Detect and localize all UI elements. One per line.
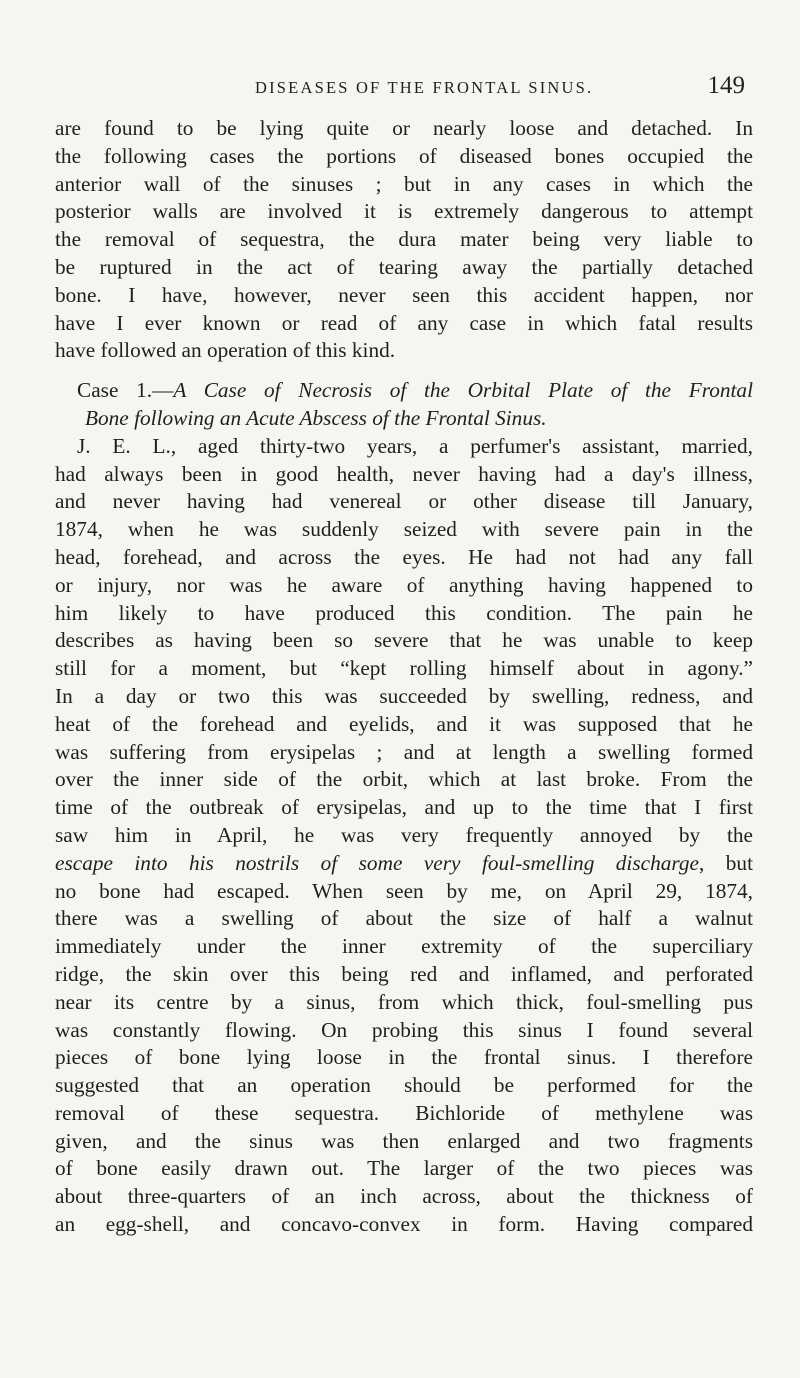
case-title-part-2: Bone following an Acute Abscess of the Frontal Sinus. <box>85 405 547 430</box>
text-line: had always been in good health, never having had a day's illness, <box>55 461 753 486</box>
text-line: heat of the forehead and eyelids, and it was supposed that he <box>55 711 753 736</box>
text-line: posterior walls are involved it is extremely dangerous to attempt <box>55 199 753 224</box>
italic-line-rest: , but <box>699 850 753 875</box>
text-line: suggested that an operation should be performed for the <box>55 1073 753 1098</box>
text-line: was constantly flowing. On probing this sinus I found several <box>55 1017 753 1042</box>
text-line: or injury, nor was he aware of anything having happened to <box>55 572 753 597</box>
text-line: head, forehead, and across the eyes. He had not had any fall <box>55 544 753 569</box>
text-line: describes as having been so severe that he was unable to keep <box>55 628 753 653</box>
text-line: 1874, when he was suddenly seized with severe pain in the <box>55 517 753 542</box>
text-line: bone. I have, however, never seen this accident happen, nor <box>55 282 753 307</box>
running-head: DISEASES OF THE FRONTAL SINUS. <box>255 78 594 97</box>
text-line: was suffering from erysipelas ; and at length a swelling formed <box>55 739 753 764</box>
text-line: are found to be lying quite or nearly loose and detached. In <box>55 116 753 140</box>
text-line: removal of these sequestra. Bichloride of methylene was <box>55 1100 753 1125</box>
text-line: have followed an operation of this kind. <box>55 338 396 363</box>
text-line: about three-quarters of an inch across, about the thickness of <box>55 1184 753 1209</box>
text-line: have I ever known or read of any case in which fatal results <box>55 310 753 335</box>
paragraph-case-history <box>55 433 753 850</box>
text-line: no bone had escaped. When seen by me, on April 29, 1874, <box>55 878 753 903</box>
case-heading-line-2 <box>55 405 753 433</box>
text-line: him likely to have produced this condition. The pain he <box>55 600 753 625</box>
paragraph-intro <box>55 115 753 365</box>
case-heading-line-1 <box>55 377 753 405</box>
text-line: the following cases the portions of diseased bones occupied the <box>55 143 753 168</box>
text-line: near its centre by a sinus, from which thick, foul-smelling pus <box>55 989 753 1014</box>
text-line: the removal of sequestra, the dura mater being very liable to <box>55 227 753 252</box>
text-line: there was a swelling of about the size of half a walnut <box>55 906 753 931</box>
text-line: an egg-shell, and concavo-convex in form. Having compared <box>55 1212 753 1237</box>
text-line: and never having had venereal or other disease till January, <box>55 489 753 514</box>
text-line: In a day or two this was succeeded by swelling, redness, and <box>55 683 753 708</box>
text-line: given, and the sinus was then enlarged and two fragments <box>55 1128 753 1153</box>
text-line-italic <box>55 850 753 878</box>
case-title-part-1: A Case of Necrosis of the Orbital Plate of the Frontal <box>173 378 753 403</box>
text-line: anterior wall of the sinuses ; but in any cases in which the <box>55 171 753 196</box>
text-line: immediately under the inner extremity of the superciliary <box>55 934 753 959</box>
text-line: be ruptured in the act of tearing away the partially detached <box>55 254 753 279</box>
case-heading <box>55 377 753 433</box>
page-number: 149 <box>707 72 745 99</box>
text-line: ridge, the skin over this being red and inflamed, and perforated <box>55 961 753 986</box>
italic-phrase: escape into his nostrils of some very foul-smelling discharge <box>55 850 699 875</box>
text-line: saw him in April, he was very frequently annoyed by the <box>55 822 753 847</box>
case-label: Case 1. <box>77 378 153 403</box>
text-line: of bone easily drawn out. The larger of the two pieces was <box>55 1156 753 1181</box>
page-header <box>55 74 745 104</box>
text-line: still for a moment, but “kept rolling himself about in agony.” <box>55 656 753 681</box>
text-line: J. E. L., aged thirty-two years, a perfumer's assistant, married, <box>77 433 753 458</box>
case-dash: — <box>152 378 174 403</box>
paragraph-case-history-continued <box>55 878 753 1239</box>
text-line: pieces of bone lying loose in the frontal sinus. I therefore <box>55 1045 753 1070</box>
page-body <box>55 115 753 1239</box>
text-line: time of the outbreak of erysipelas, and up to the time that I first <box>55 795 753 820</box>
text-line: over the inner side of the orbit, which at last broke. From the <box>55 767 753 792</box>
